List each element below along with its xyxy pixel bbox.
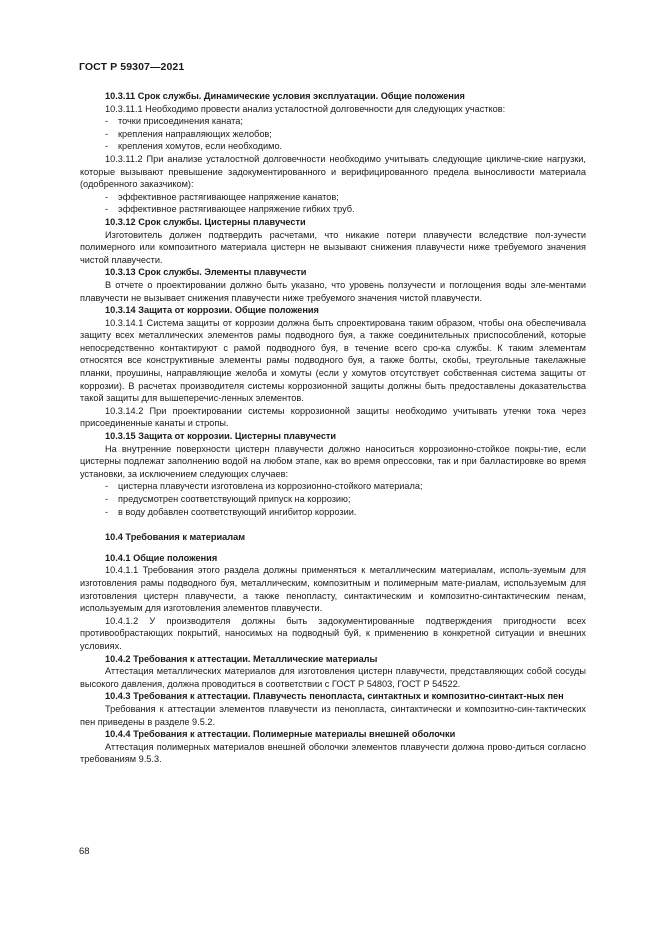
list-item	[80, 191, 586, 204]
list-dash: -	[105, 128, 109, 139]
paragraph: 10.3.11.1 Необходимо провести анализ усталостной долговечности для следующих участков:	[105, 103, 506, 114]
paragraph: 10.4.1.1 Требования этого раздела должны применяться к металлическим материалам, исполь-зуемым для изготовления рамы подводного буя, металлическим, композитным и полимерным мате-риалам, используемым для изготовления цистерн плавучести, а также пенопласту, синтактическим и композитно-синтактическим пенам, используемым для изготовления элементов плавучести.	[80, 565, 586, 614]
list-item	[80, 203, 586, 216]
list-dash: -	[105, 506, 109, 517]
paragraph: 10.3.11.2 При анализе усталостной долговечности необходимо учитывать следующие цикличе-ские нагрузки, которые вызывают превышение задокументированного и верифицированного предела выносливости материала (одобренного заказчиком):	[80, 153, 586, 190]
spacer	[80, 544, 586, 552]
section-heading: 10.4.1 Общие положения	[105, 552, 218, 563]
paragraph: Требования к аттестации элементов плавучести из пенопласта, синтактически и композитно-син-тактических пен приведены в разделе 9.5.2.	[80, 703, 586, 727]
list-dash: -	[105, 141, 109, 152]
paragraph: 10.3.14.2 При проектировании системы коррозионной защиты необходимо учитывать утечки тока через присоединенные канаты и стропы.	[80, 405, 586, 429]
paragraph: 10.3.14.1 Система защиты от коррозии должна быть спроектирована таким образом, чтобы она обеспечивала защиту всех металлических элементов рамы подводного буя, а также соединительных приспособлений, которые непосредственно контактируют с рамой подводного буя, в течение всего сро-ка службы. К таким элементам относятся все конструктивные элементы рамы подводного буя, а также болты, скобы, треугольные такелажные планки, проушины, направляющие желоба и хомуты (если у хомутов отсутствует собственная система защиты от коррозии). В расчетах производителя системы коррозионной защиты должны быть предоставлены доказательства такой защиты для вышеперечис-ленных элементов.	[80, 317, 586, 404]
section-heading: 10.3.15 Защита от коррозии. Цистерны плавучести	[105, 431, 337, 442]
paragraph: Аттестация полимерных материалов внешней оболочки элементов плавучести должна прово-диться согласно требованиям 9.5.3.	[80, 741, 586, 765]
section-heading: 10.4.2 Требования к аттестации. Металлические материалы	[105, 653, 378, 664]
section-heading: 10.3.11 Срок службы. Динамические условия эксплуатации. Общие положения	[105, 91, 465, 101]
section-heading: 10.4 Требования к материалам	[105, 532, 245, 543]
paragraph: Аттестация металлических материалов для изготовления цистерн плавучести, представляющих собой сосуды высокого давления, должна проводиться в соответствии с ГОСТ Р 54803, ГОСТ Р 54522.	[80, 666, 586, 689]
list-dash: -	[105, 494, 109, 504]
list-dash: -	[105, 116, 109, 127]
list-item-text: точки присоединения каната;	[118, 116, 243, 127]
paragraph: На внутренние поверхности цистерн плавучести должно наноситься коррозионно-стойкое покры-тие, если цистерны подлежат заполнению водой на любом этапе, как во время опрессовки, так и при балластировке во время установки, за исключением следующих случаев:	[80, 443, 586, 479]
list-item-text: цистерна плавучести изготовлена из коррозионно-стойкого материала;	[118, 481, 423, 492]
list-item	[80, 115, 586, 128]
list-item-text: крепления направляющих желобов;	[118, 128, 272, 139]
list-dash: -	[105, 191, 109, 202]
list-item-text: крепления хомутов, если необходимо.	[118, 141, 283, 152]
section-heading: 10.4.4 Требования к аттестации. Полимерные материалы внешней оболочки	[105, 729, 456, 740]
list-item	[80, 140, 586, 153]
document-header: ГОСТ Р 59307—2021	[79, 61, 185, 73]
list-item	[80, 506, 586, 519]
list-item	[80, 128, 586, 141]
paragraph: 10.4.1.2 У производителя должны быть задокументированные подтверждения пригодности всех противообрастающих покрытий, наносимых на подводный буй, к применению в конкретной ситуации и внешних условиях.	[80, 615, 586, 651]
section-heading: 10.3.14 Защита от коррозии. Общие положения	[105, 305, 319, 316]
page-number: 68	[79, 846, 90, 857]
list-dash: -	[105, 204, 109, 215]
list-item	[80, 480, 586, 493]
section-heading: 10.4.3 Требования к аттестации. Плавучесть пенопласта, синтактных и композитно-синтакт-ных пен	[105, 691, 564, 702]
section-heading: 10.3.13 Срок службы. Элементы плавучести	[105, 267, 307, 278]
list-item-text: в воду добавлен соответствующий ингибитор коррозии.	[118, 506, 357, 517]
paragraph: В отчете о проектировании должно быть указано, что уровень ползучести и поглощения воды эле-ментами плавучести не вызывает снижения плавучести ниже требуемого значения чистой плавучести.	[80, 279, 586, 303]
document-body	[80, 90, 586, 766]
list-item-text: эффективное растягивающее напряжение гибких труб.	[118, 204, 355, 215]
spacer	[80, 518, 586, 531]
list-item	[80, 493, 586, 506]
list-dash: -	[105, 481, 109, 492]
list-item-text: предусмотрен соответствующий припуск на коррозию;	[118, 494, 351, 504]
section-heading: 10.3.12 Срок службы. Цистерны плавучести	[105, 216, 306, 227]
paragraph: Изготовитель должен подтвердить расчетами, что никакие потери плавучести вследствие пол-зучести полимерного или композитного материала цистерн не вызывают снижения плавучести ниже требуемого значения чистой плавучести.	[80, 229, 586, 265]
list-item-text: эффективное растягивающее напряжение канатов;	[118, 191, 339, 202]
